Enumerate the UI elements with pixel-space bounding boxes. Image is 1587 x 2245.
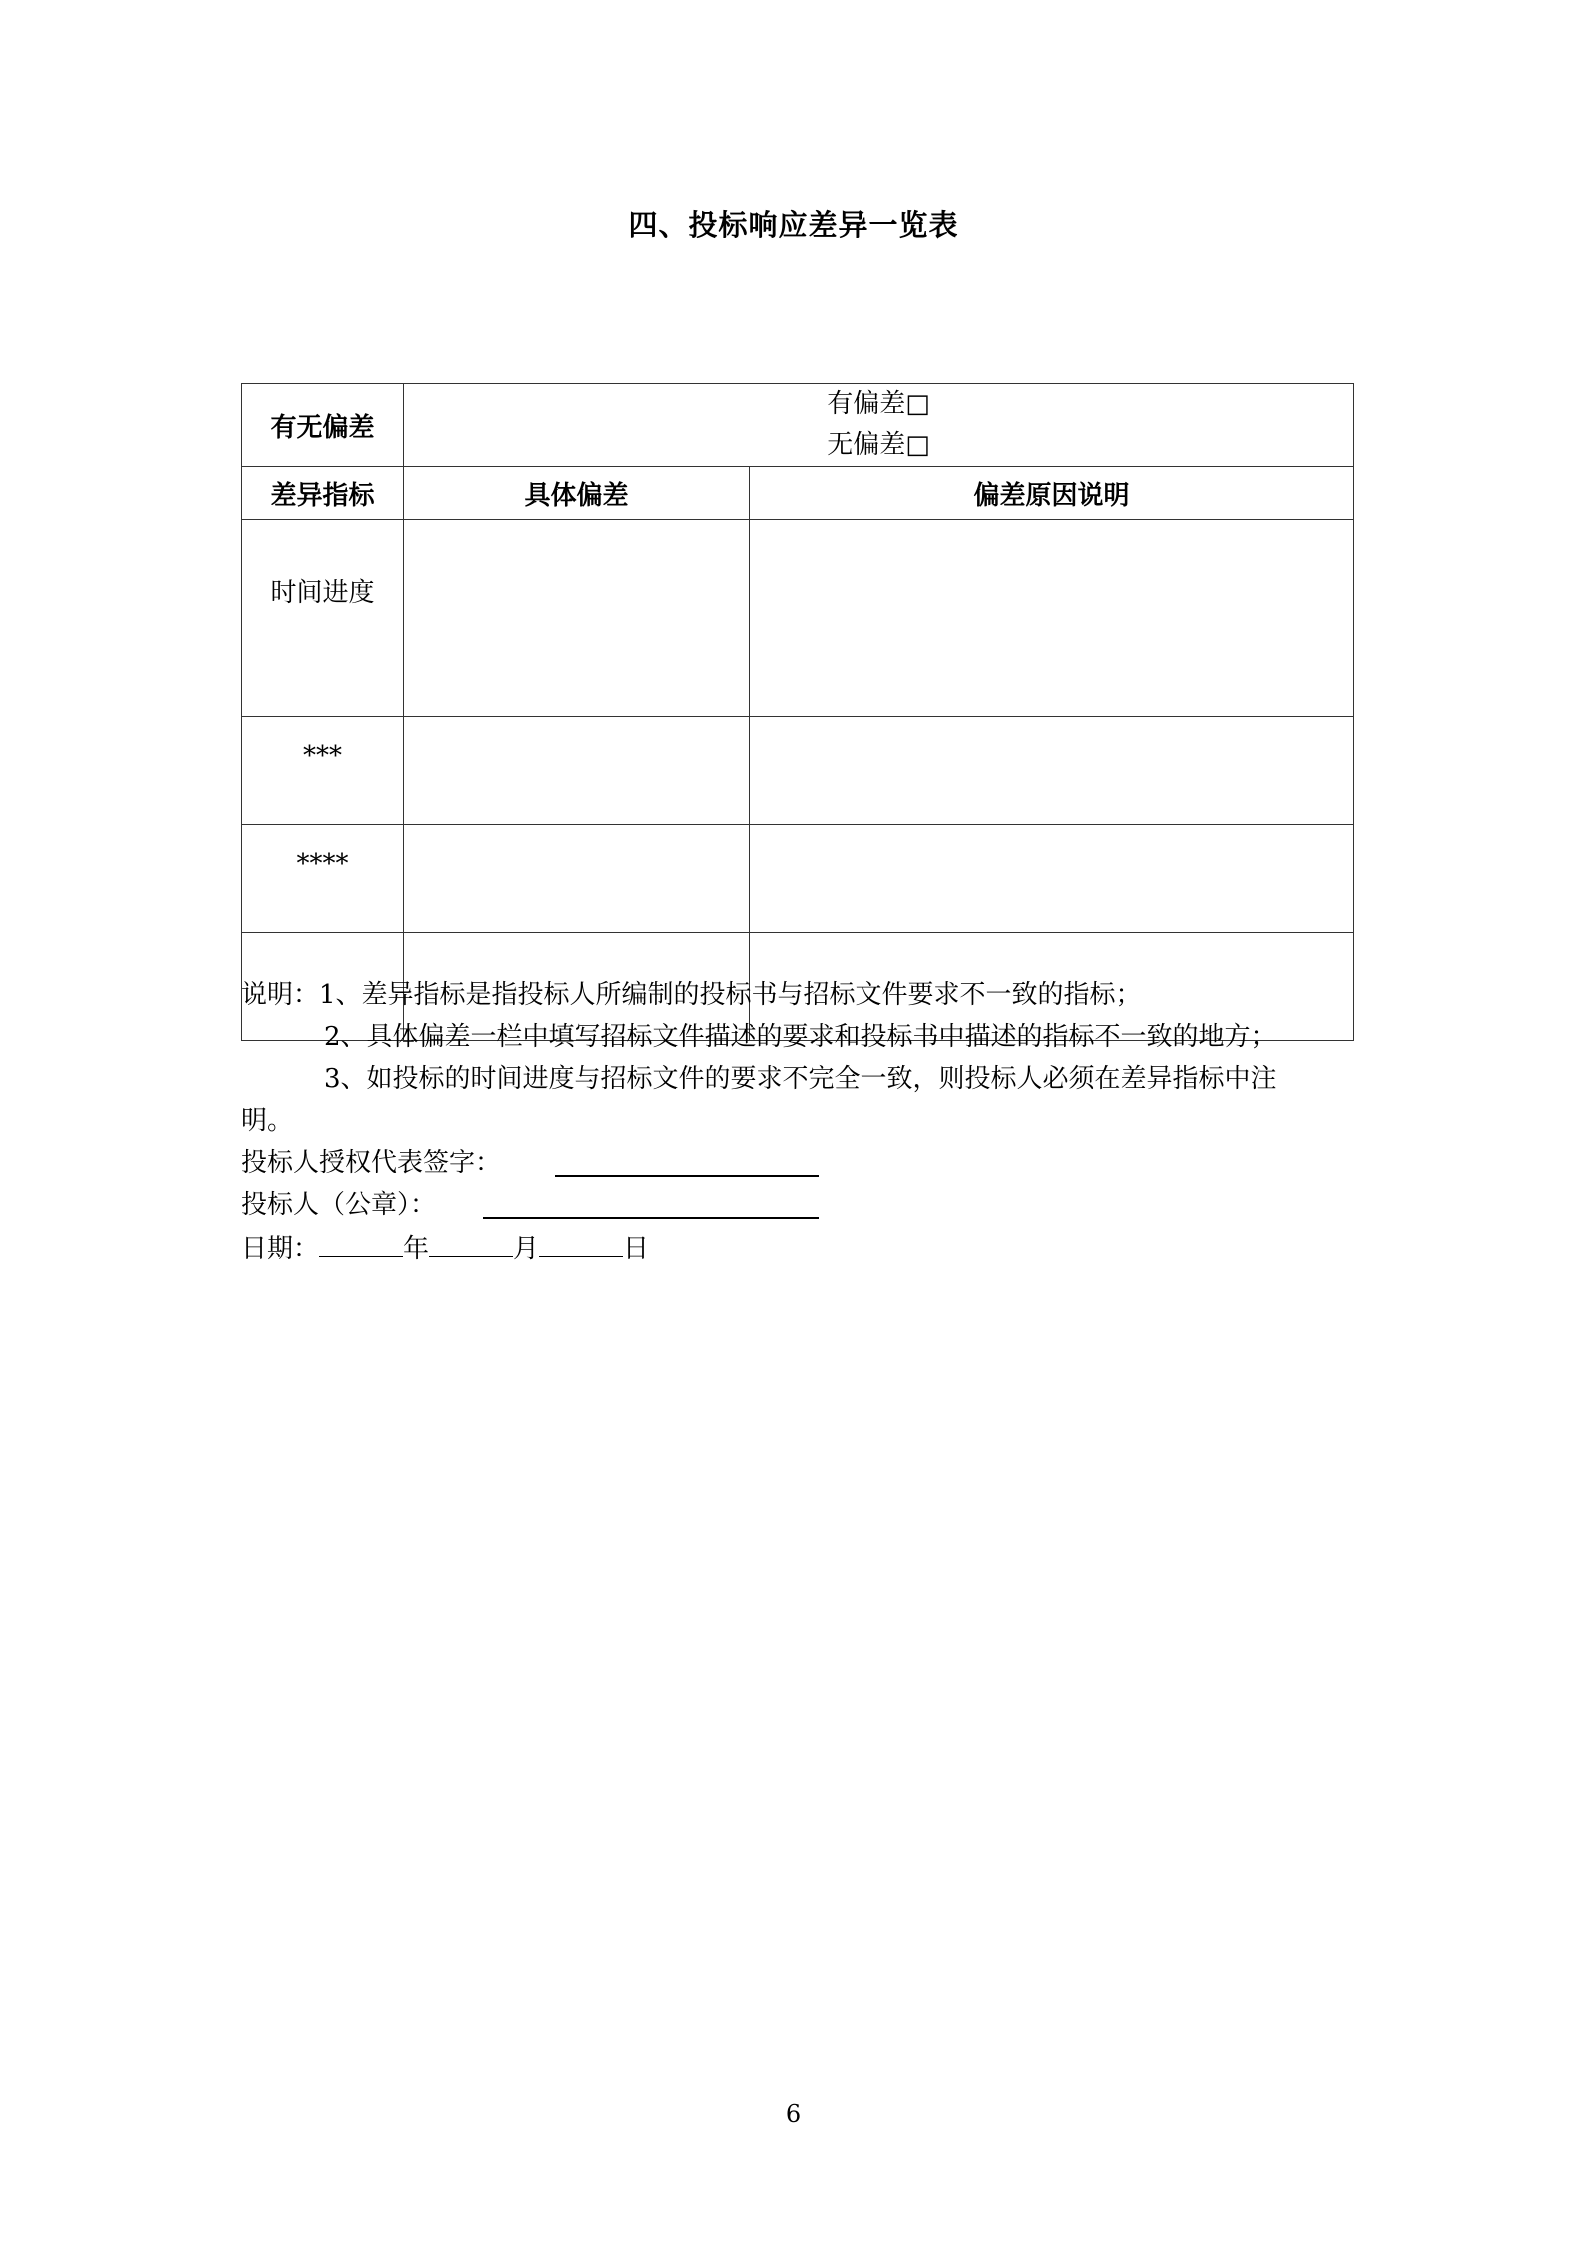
date-label: 日期：	[241, 1234, 320, 1264]
note-line-3-cont: 明。	[241, 1106, 294, 1136]
has-deviation-label: 有无偏差	[242, 384, 404, 467]
reason-cell[interactable]	[750, 717, 1354, 825]
seal-label: 投标人（公章）：	[241, 1190, 437, 1220]
note-line-1: 说明：1、差异指标是指投标人所编制的投标书与招标文件要求不一致的指标；	[241, 980, 1142, 1010]
deviation-options	[404, 384, 1354, 467]
year-label: 年	[403, 1234, 430, 1264]
deviation-cell[interactable]	[404, 520, 750, 717]
page-title: 四、投标响应差异一览表	[628, 208, 959, 242]
page-number: 6	[785, 2100, 802, 2128]
date-line	[241, 1226, 1361, 1270]
month-label: 月	[513, 1234, 540, 1264]
deviation-cell[interactable]	[404, 825, 750, 933]
header-reason: 偏差原因说明	[750, 467, 1354, 520]
header-deviation: 具体偏差	[404, 467, 750, 520]
month-blank[interactable]	[429, 1226, 513, 1257]
header-indicator: 差异指标	[242, 467, 404, 520]
note-line-3: 3、如投标的时间进度与招标文件的要求不完全一致，则投标人必须在差异指标中注	[324, 1064, 1277, 1094]
day-blank[interactable]	[539, 1226, 623, 1257]
seal-line[interactable]	[483, 1217, 819, 1219]
rep-signature-line[interactable]	[555, 1175, 819, 1177]
deviation-cell[interactable]	[404, 717, 750, 825]
rep-signature-label: 投标人授权代表签字：	[241, 1148, 502, 1178]
indicator-cell: ***	[242, 717, 404, 825]
table-row	[242, 717, 1354, 825]
table-row-has-deviation	[242, 384, 1354, 467]
year-blank[interactable]	[319, 1226, 403, 1257]
table-row	[242, 825, 1354, 933]
notes-section	[241, 974, 1361, 1270]
indicator-cell: ****	[242, 825, 404, 933]
indicator-cell: 时间进度	[242, 520, 404, 717]
table-row	[242, 520, 1354, 717]
reason-cell[interactable]	[750, 825, 1354, 933]
reason-cell[interactable]	[750, 520, 1354, 717]
day-label: 日	[623, 1234, 650, 1264]
option-has-deviation[interactable]: 有偏差□	[827, 389, 930, 419]
deviation-table	[241, 383, 1354, 1041]
table-header-row	[242, 467, 1354, 520]
note-line-2: 2、具体偏差一栏中填写招标文件描述的要求和投标书中描述的指标不一致的地方；	[324, 1022, 1277, 1052]
option-no-deviation[interactable]: 无偏差□	[827, 430, 930, 460]
